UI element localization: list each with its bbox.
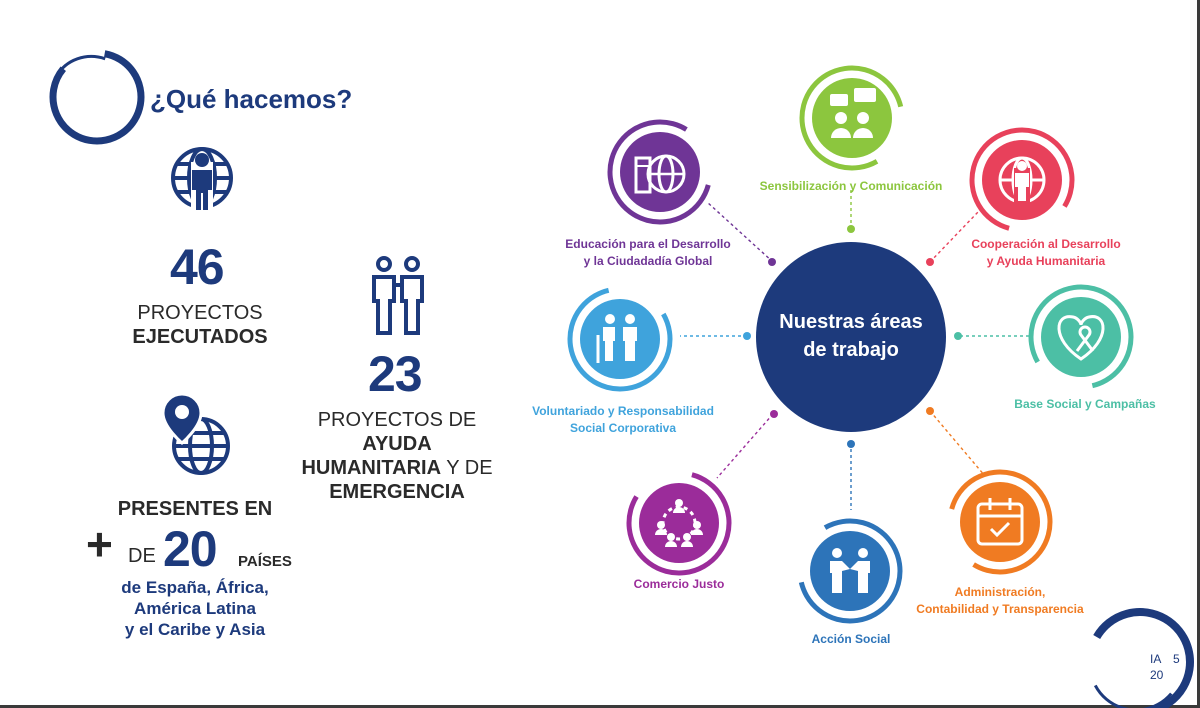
stat-proyectos-line1: PROYECTOS xyxy=(137,302,263,324)
area-label-line2: Contabilidad y Transparencia xyxy=(916,602,1084,616)
area-node-administracion xyxy=(944,466,1056,578)
region-line1: de España, África, xyxy=(121,578,269,597)
area-label-administracion xyxy=(890,584,1110,618)
area-node-cooperacion xyxy=(966,124,1078,236)
area-label-line1: Sensibilización y Comunicación xyxy=(759,179,943,193)
area-node-base-social xyxy=(1025,281,1137,393)
center-line2: de trabajo xyxy=(803,339,899,361)
area-node-comercio-justo xyxy=(623,467,735,579)
area-label-comercio-justo xyxy=(569,576,789,593)
stat-humanitaria-line1a: PROYECTOS DE xyxy=(317,409,477,431)
area-label-line1: Cooperación al Desarrollo xyxy=(971,237,1121,251)
plus-sign: + xyxy=(86,518,113,570)
brand-ring-bottom-right xyxy=(1078,600,1200,708)
area-node-accion-social xyxy=(794,515,906,627)
stat-paises-de: DE xyxy=(128,545,156,567)
area-label-sensibilizacion xyxy=(741,178,961,195)
area-label-cooperacion xyxy=(936,236,1156,270)
stat-proyectos-number: 46 xyxy=(170,239,224,295)
stat-humanitaria-line2b: Y DE xyxy=(441,457,493,479)
stat-humanitaria-line3: EMERGENCIA xyxy=(329,481,465,503)
area-label-line2: Social Corporativa xyxy=(569,421,677,435)
stat-humanitaria-number: 23 xyxy=(368,346,422,402)
area-label-line2: y Ayuda Humanitaria xyxy=(986,254,1106,268)
area-label-line1: Acción Social xyxy=(811,632,891,646)
area-node-educacion xyxy=(604,116,716,228)
region-line3: y el Caribe y Asia xyxy=(124,620,266,639)
area-label-line1: Administración, xyxy=(954,585,1046,599)
footer-label2: 20 xyxy=(1150,668,1164,682)
area-label-line2: y la Ciudadadía Global xyxy=(583,254,713,268)
stat-proyectos-line2: EJECUTADOS xyxy=(132,326,268,348)
area-label-line1: Voluntariado y Responsabilidad xyxy=(532,404,714,418)
region-line2: América Latina xyxy=(134,599,256,618)
area-label-base-social xyxy=(975,396,1195,413)
area-label-line1: Comercio Justo xyxy=(633,577,725,591)
page-number: 5 xyxy=(1173,652,1180,666)
stat-paises-word: PAÍSES xyxy=(238,553,292,570)
stat-humanitaria-line1b: AYUDA xyxy=(362,433,432,455)
stat-humanitaria-line2a: HUMANITARIA xyxy=(301,457,442,479)
footer-label1: IA xyxy=(1150,652,1162,666)
area-label-line1: Base Social y Campañas xyxy=(1014,397,1156,411)
area-node-sensibilizacion xyxy=(796,62,908,174)
center-line1: Nuestras áreas xyxy=(779,311,923,333)
page-title: ¿Qué hacemos? xyxy=(150,84,353,114)
area-node-voluntariado xyxy=(564,283,676,395)
area-label-voluntariado xyxy=(513,403,733,437)
area-label-accion-social xyxy=(741,631,961,648)
stat-paises-number: 20 xyxy=(163,521,217,577)
person-globe-icon xyxy=(1000,158,1044,204)
center-label xyxy=(756,308,946,364)
area-label-line1: Educación para el Desarrollo xyxy=(565,237,731,251)
stat-paises-line1: PRESENTES EN xyxy=(117,498,273,520)
area-label-educacion xyxy=(538,236,758,270)
